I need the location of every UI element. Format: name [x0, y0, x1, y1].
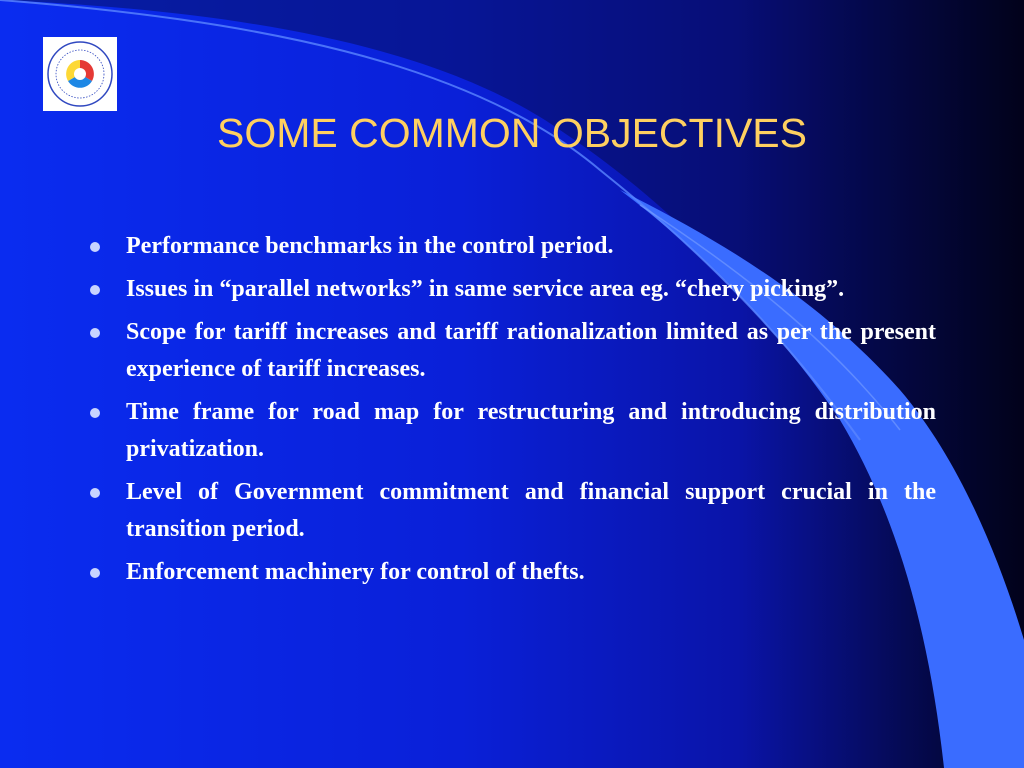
- bullet-item: [88, 314, 936, 388]
- bullet-dot-icon: [90, 488, 100, 498]
- bullet-dot-icon: [90, 328, 100, 338]
- bullet-item: [88, 554, 936, 591]
- bullet-item: [88, 394, 936, 468]
- seal-icon: [43, 37, 117, 111]
- commission-logo: [43, 37, 117, 111]
- bullet-text: Level of Government commitment and financial support crucial in the transition period.: [126, 479, 936, 542]
- bullet-dot-icon: [90, 568, 100, 578]
- bullet-text: Time frame for road map for restructuring and introducing distribution privatization.: [126, 399, 936, 462]
- bullet-text: Scope for tariff increases and tariff rationalization limited as per the present experience of tariff increases.: [126, 319, 936, 382]
- bullet-dot-icon: [90, 242, 100, 252]
- bullet-text: Enforcement machinery for control of thefts.: [126, 559, 585, 585]
- bullet-text: Issues in “parallel networks” in same service area eg. “chery picking”.: [126, 276, 845, 302]
- bullet-item: [88, 271, 936, 308]
- slide-title: SOME COMMON OBJECTIVES: [217, 110, 807, 156]
- bullet-item: [88, 228, 936, 265]
- bullet-dot-icon: [90, 408, 100, 418]
- bullet-list: [88, 228, 936, 597]
- bullet-item: [88, 474, 936, 548]
- bullet-text: Performance benchmarks in the control period.: [126, 233, 614, 259]
- bullet-dot-icon: [90, 285, 100, 295]
